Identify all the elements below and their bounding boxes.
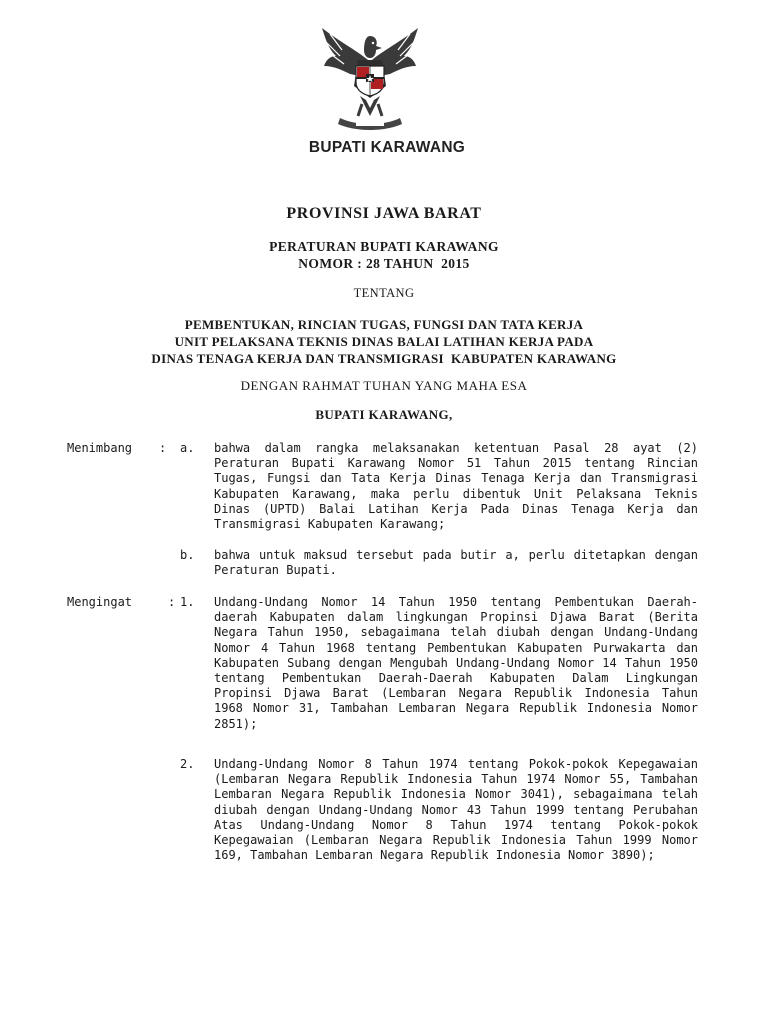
list-item-text: bahwa dalam rangka melaksanakan ketentuan Pasal 28 ayat (2) Peraturan Bupati Karawang Nomor 51 Tahun 2015 tentang Rincian Tugas, Fungsi dan Tata Kerja Dinas Tenaga Kerja dan Transmigrasi Kabupaten Karawang, maka perlu dibentuk Unit Pelaksana Teknis Dinas (UPTD) Balai Latihan Kerja Pada Dinas Tenaga Kerja dan Transmigrasi Kabupaten Karawang; <box>214 441 698 532</box>
subject-line: DINAS TENAGA KERJA DAN TRANSMIGRASI KABUPATEN KARAWANG <box>151 351 617 366</box>
garuda-emblem-icon <box>316 20 424 132</box>
dengan-rahmat-line: DENGAN RAHMAT TUHAN YANG MAHA ESA <box>240 378 528 393</box>
regulation-heading <box>0 238 768 272</box>
mengingat-label: Mengingat <box>67 595 133 609</box>
list-item-text: bahwa untuk maksud tersebut pada butir a, perlu ditetapkan dengan Peraturan Bupati. <box>214 548 698 578</box>
list-item-marker: a. <box>180 441 195 455</box>
subject-heading <box>0 316 768 367</box>
province-heading: PROVINSI JAWA BARAT <box>286 205 482 222</box>
mengingat-colon: : <box>168 595 176 609</box>
list-item-text: Undang-Undang Nomor 14 Tahun 1950 tentang Pembentukan Daerah-daerah Kabupaten dalam lingkungan Propinsi Djawa Barat (Berita Negara Tahun 1950, sebagaimana telah diubah dengan Undang-Undang Nomor 4 Tahun 1968 tentang Pembentukan Kabupaten Purwakarta dan Kabupaten Subang dengan Mengubah Undang-Undang Nomor 14 Tahun 1950 tentang Pembentukan Daerah-Daerah Kabupaten Dalam Lingkungan Propinsi Djawa Barat (Lembaran Negara Republik Indonesia Tahun 1968 Nomor 31, Tambahan Lembaran Negara Republik Indonesia Nomor 2851); <box>214 595 698 731</box>
subject-line: UNIT PELAKSANA TEKNIS DINAS BALAI LATIHAN KERJA PADA <box>174 334 594 349</box>
list-item-marker: b. <box>180 548 195 562</box>
crest-title: BUPATI KARAWANG <box>308 139 466 156</box>
menimbang-colon: : <box>159 441 167 455</box>
list-item-marker: 1. <box>180 595 195 609</box>
regulation-number: NOMOR : 28 TAHUN 2015 <box>298 256 470 271</box>
list-item-text: Undang-Undang Nomor 8 Tahun 1974 tentang Pokok-pokok Kepegawaian (Lembaran Negara Republik Indonesia Tahun 1974 Nomor 55, Tambahan Lembaran Negara Republik Indonesia Nomor 3041), sebagaimana telah diubah dengan Undang-Undang Nomor 43 Tahun 1999 tentang Perubahan Atas Undang-Undang Nomor 8 Tahun 1974 tentang Pokok-pokok Kepegawaian (Lembaran Negara Republik Indonesia Tahun 1999 Nomor 169, Tambahan Lembaran Negara Republik Indonesia Nomor 3890); <box>214 757 698 863</box>
list-item-marker: 2. <box>180 757 195 771</box>
menimbang-label: Menimbang <box>67 441 133 455</box>
bupati-heading: BUPATI KARAWANG, <box>315 407 453 422</box>
tentang-label: TENTANG <box>353 286 415 300</box>
subject-line: PEMBENTUKAN, RINCIAN TUGAS, FUNGSI DAN TATA KERJA <box>184 317 584 332</box>
regulation-title: PERATURAN BUPATI KARAWANG <box>269 239 499 254</box>
